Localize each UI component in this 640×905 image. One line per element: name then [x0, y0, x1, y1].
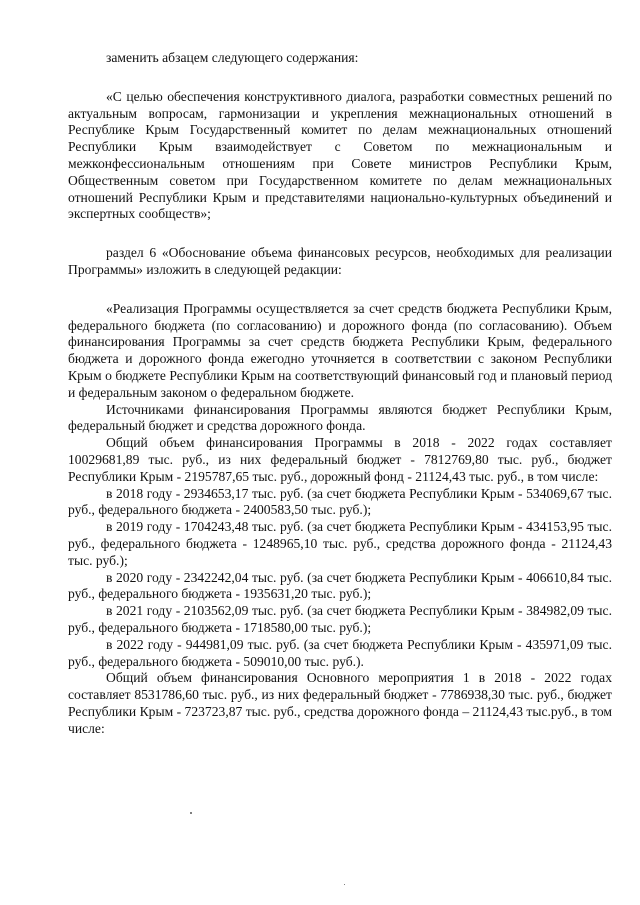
main-event-paragraph: Общий объем финансирования Основного мероприятия 1 в 2018 - 2022 годах составляет 8531786,60 тыс. руб., из них федеральный бюджет - 7786938,30 тыс. руб., бюджет Республики Крым - 723723,87 тыс. руб., средства дорожного фонда – 21124,43 тыс.руб., в том числе: — [68, 670, 612, 736]
scan-speck — [190, 812, 192, 814]
year-2022-paragraph: в 2022 году - 944981,09 тыс. руб. (за счет бюджета Республики Крым - 435971,09 тыс. руб., федерального бюджета - 509010,00 тыс. руб.). — [68, 636, 612, 669]
quote-paragraph-2: «Реализация Программы осуществляется за счет средств бюджета Республики Крым, федерального бюджета (по согласованию) и дорожного фонда (по согласованию). Объем финансирования Программы за счет средств бюджета Республики Крым, федерального бюджета и дорожного фонда ежегодно уточняется в соответствии с законом Республики Крым о бюджете Республики Крым на соответствующий финансовый год и плановый период и федеральным законом о федеральном бюджете. — [68, 300, 612, 400]
year-2018-paragraph: в 2018 году - 2934653,17 тыс. руб. (за счет бюджета Республики Крым - 534069,67 тыс. руб., федерального бюджета - 2400583,50 тыс. руб.); — [68, 485, 612, 518]
scan-speck — [344, 884, 345, 885]
sources-paragraph: Источниками финансирования Программы являются бюджет Республики Крым, федеральный бюджет и средства дорожного фонда. — [68, 401, 612, 434]
section6-paragraph: раздел 6 «Обоснование объема финансовых ресурсов, необходимых для реализации Программы» изложить в следующей редакции: — [68, 245, 612, 277]
year-2020-paragraph: в 2020 году - 2342242,04 тыс. руб. (за счет бюджета Республики Крым - 406610,84 тыс. руб., федерального бюджета - 1935631,20 тыс. руб.); — [68, 569, 612, 602]
intro-paragraph: заменить абзацем следующего содержания: — [106, 50, 359, 65]
document-page — [68, 50, 612, 737]
total-paragraph: Общий объем финансирования Программы в 2018 - 2022 годах составляет 10029681,89 тыс. руб., из них федеральный бюджет - 7812769,80 тыс. руб., бюджет Республики Крым - 2195787,65 тыс. руб., дорожный фонд - 21124,43 тыс. руб., в том числе: — [68, 435, 612, 484]
quote-paragraph-1: «С целью обеспечения конструктивного диалога, разработки совместных решений по актуальным вопросам, гармонизации и укрепления межнациональных отношений в Республике Крым Государственный комитет по делам межнациональных отношений Республики Крым взаимодействует с Советом по межнациональным и межконфессиональным отношениям при Совете министров Республики Крым, Общественным советом при Государственном комитете по делам межнациональных отношений Республики Крым и представителями национально-культурных объединений и экспертных сообществ»; — [68, 88, 612, 222]
year-2019-paragraph: в 2019 году - 1704243,48 тыс. руб. (за счет бюджета Республики Крым - 434153,95 тыс. руб., федерального бюджета - 1248965,10 тыс. руб., средства дорожного фонда - 21124,43 тыс. руб.); — [68, 519, 612, 568]
year-2021-paragraph: в 2021 году - 2103562,09 тыс. руб. (за счет бюджета Республики Крым - 384982,09 тыс. руб., федерального бюджета - 1718580,00 тыс. руб.); — [68, 603, 612, 635]
